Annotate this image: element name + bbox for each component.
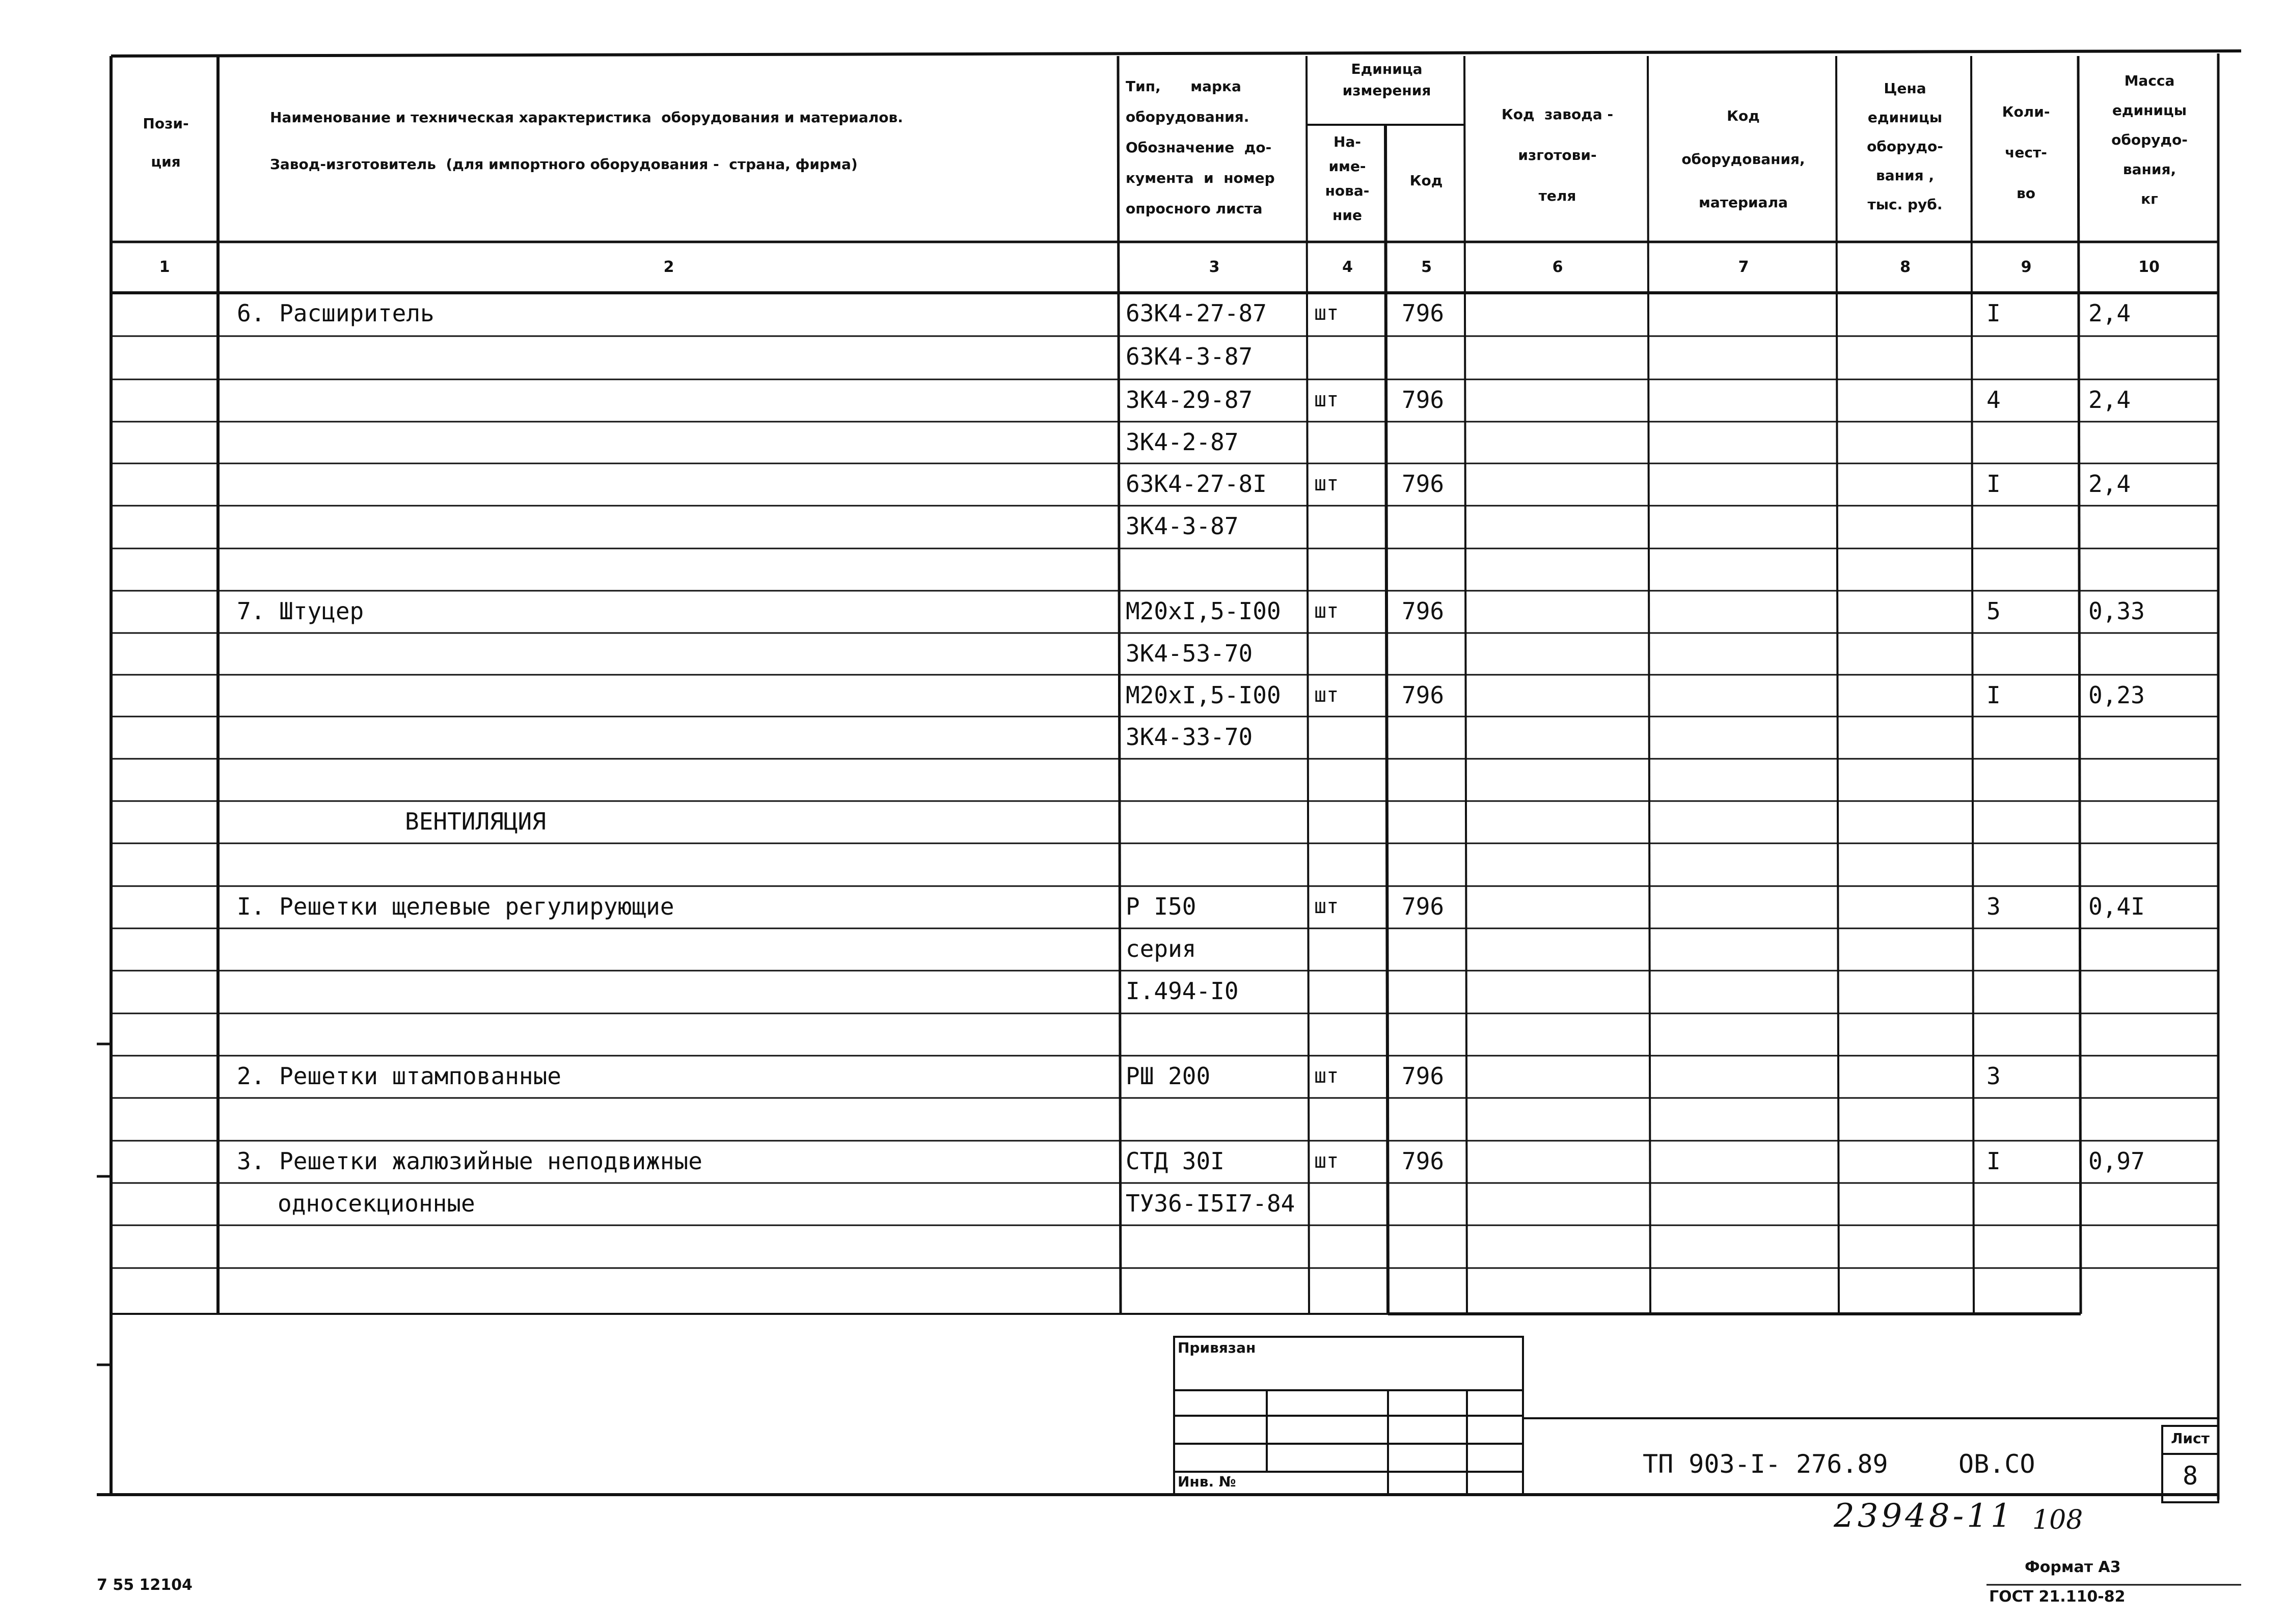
- table-cell-code: 796: [1402, 1062, 1445, 1090]
- col-number-6: 6: [1552, 258, 1563, 276]
- table-cell-qty: 5: [1986, 597, 2001, 625]
- table-cell-qty: I: [1986, 299, 2001, 327]
- col-number-7: 7: [1738, 258, 1749, 276]
- table-cell-name: 3. Решетки жалюзийные неподвижные: [237, 1147, 702, 1175]
- header-name: Наименование и техническая характеристика оборудования и материалов. Завод-изготовитель (для импортного оборудования - страна, фирма): [270, 109, 903, 173]
- table-cell-type: 63К4-27-8I: [1126, 470, 1267, 498]
- header-unit-code: Код: [1409, 172, 1443, 189]
- header-factory-code: Код завода - изготови- теля: [1501, 106, 1614, 204]
- table-cell-mass: 2,4: [2088, 470, 2131, 498]
- col-number-1: 1: [159, 258, 170, 276]
- col-number-4: 4: [1342, 258, 1353, 276]
- table-cell-qty: 3: [1986, 893, 2001, 920]
- table-cell-name: 7. Штуцер: [237, 597, 364, 625]
- document-section: ОВ.СО: [1958, 1449, 2035, 1479]
- header-price: Цена единицы оборудо- вания , тыс. руб.: [1867, 80, 1943, 213]
- stamp-inventory-label: Инв. №: [1178, 1473, 1236, 1490]
- header-position: Пози- ция: [143, 115, 189, 170]
- table-cell-name: I. Решетки щелевые регулирующие: [237, 893, 674, 920]
- table-cell-qty: I: [1986, 470, 2001, 498]
- table-cell-name: 2. Решетки штампованные: [237, 1062, 561, 1090]
- header-type: Тип, марка оборудования. Обозначение до- кумента и номер опросного листа: [1126, 78, 1275, 217]
- table-cell-mass: 2,4: [2088, 299, 2131, 327]
- table-cell-qty: I: [1986, 1147, 2001, 1175]
- table-cell-type: 63К4-27-87: [1126, 299, 1267, 327]
- table-cell-type: 63К4-3-87: [1126, 343, 1253, 370]
- col-number-10: 10: [2138, 258, 2160, 276]
- col-number-2: 2: [663, 258, 674, 276]
- table-cell-type: серия: [1126, 935, 1196, 962]
- table-cell-mass: 0,97: [2088, 1147, 2145, 1175]
- table-cell-type: Р I50: [1126, 893, 1196, 920]
- table-cell-mass: 0,23: [2088, 681, 2145, 709]
- table-cell-type: 3К4-3-87: [1126, 512, 1239, 540]
- table-cell-name: ВЕНТИЛЯЦИЯ: [405, 808, 546, 835]
- col-number-8: 8: [1900, 258, 1911, 276]
- stamp-bound-label: Привязан: [1178, 1339, 1256, 1356]
- table-cell-type: 3К4-2-87: [1126, 428, 1239, 456]
- table-cell-qty: 3: [1986, 1062, 2001, 1090]
- header-unit: Единица измерения: [1342, 61, 1431, 99]
- footer-format: Формат А3: [2025, 1558, 2121, 1576]
- sheet-label: Лист: [2171, 1430, 2210, 1447]
- table-cell-code: 796: [1402, 386, 1445, 414]
- table-cell-type: ТУ36-I5I7-84: [1126, 1190, 1295, 1217]
- table-cell-code: 796: [1402, 893, 1445, 920]
- table-cell-code: 796: [1402, 597, 1445, 625]
- table-cell-mass: 0,33: [2088, 597, 2145, 625]
- footer-gost: ГОСТ 21.110-82: [1989, 1588, 2126, 1606]
- table-cell-unit: шт: [1314, 599, 1339, 623]
- table-cell-qty: 4: [1986, 386, 2001, 414]
- col-number-9: 9: [2021, 258, 2032, 276]
- table-cell-unit: шт: [1314, 388, 1339, 411]
- header-mass: Масса единицы оборудо- вания, кг: [2111, 72, 2188, 207]
- table-cell-name: односекционные: [278, 1190, 475, 1217]
- table-cell-code: 796: [1402, 1147, 1445, 1175]
- col-number-5: 5: [1421, 258, 1432, 276]
- table-cell-type: 3К4-53-70: [1126, 640, 1253, 667]
- table-cell-unit: шт: [1314, 472, 1339, 496]
- table-cell-qty: I: [1986, 681, 2001, 709]
- table-cell-code: 796: [1402, 299, 1445, 327]
- table-cell-type: М20хI,5-I00: [1126, 681, 1281, 709]
- document-code: ТП 903-I- 276.89: [1643, 1449, 1888, 1479]
- sheet-number: 8: [2182, 1461, 2198, 1491]
- header-unit-name: На- име- нова- ние: [1325, 133, 1370, 224]
- table-cell-type: I.494-I0: [1126, 977, 1239, 1005]
- col-number-3: 3: [1209, 258, 1220, 276]
- table-cell-type: РШ 200: [1126, 1062, 1211, 1090]
- table-cell-type: М20хI,5-I00: [1126, 597, 1281, 625]
- table-cell-name: 6. Расширитель: [237, 299, 434, 327]
- table-cell-type: СТД 30I: [1126, 1147, 1224, 1175]
- table-cell-code: 796: [1402, 470, 1445, 498]
- header-equipment-code: Код оборудования, материала: [1681, 107, 1805, 211]
- footer-left-code: 7 55 12104: [97, 1576, 193, 1594]
- table-cell-type: 3К4-33-70: [1126, 723, 1253, 751]
- table-cell-unit: шт: [1314, 301, 1339, 325]
- table-cell-mass: 2,4: [2088, 386, 2131, 414]
- table-cell-unit: шт: [1314, 1064, 1339, 1088]
- table-cell-code: 796: [1402, 681, 1445, 709]
- handwritten-number: 23948-11: [1834, 1497, 2015, 1535]
- table-cell-type: 3К4-29-87: [1126, 386, 1253, 414]
- table-cell-mass: 0,4I: [2088, 893, 2145, 920]
- handwritten-page: 108: [2032, 1505, 2083, 1535]
- header-quantity: Коли- чест- во: [2002, 103, 2050, 202]
- table-cell-unit: шт: [1314, 895, 1339, 918]
- table-cell-unit: шт: [1314, 1149, 1339, 1173]
- table-cell-unit: шт: [1314, 683, 1339, 707]
